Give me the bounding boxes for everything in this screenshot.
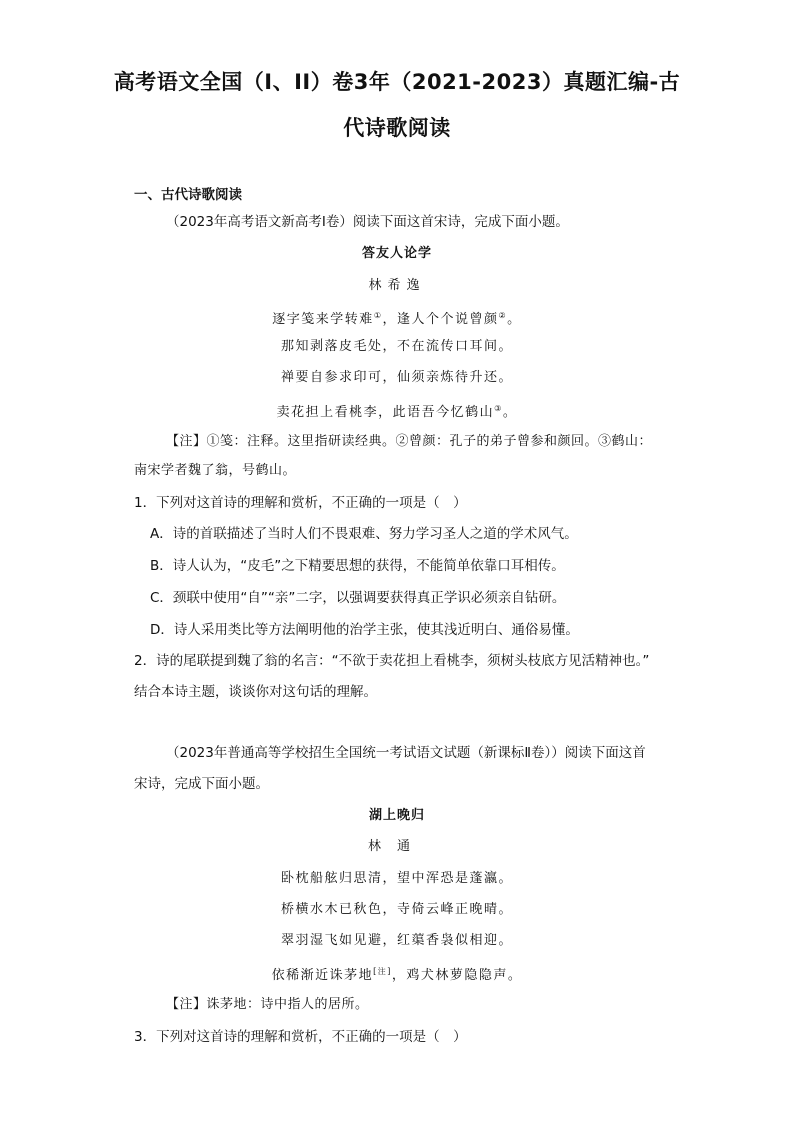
- question-1-option-a: A．诗的首联描述了当时人们不畏艰难、努力学习圣人之道的学术风气。: [150, 526, 578, 542]
- poem2-note: 【注】诛茅地：诗中指人的居所。: [166, 997, 369, 1012]
- question-3: 3．下列对这首诗的理解和赏析，不正确的一项是（ ）: [134, 1029, 467, 1045]
- verse-text: ，逢人个个说曾颜: [382, 312, 499, 327]
- question-1-option-d: D．诗人采用类比等方法阐明他的治学主张，使其浅近明白、通俗易懂。: [150, 622, 579, 638]
- passage1-intro: （2023年高考语文新高考Ⅰ卷）阅读下面这首宋诗，完成下面小题。: [166, 214, 569, 230]
- footnote-mark: ③: [494, 404, 503, 413]
- verse-text: 卖花担上看桃李，此语吾今忆鹤山: [276, 405, 495, 420]
- footnote-mark: [注]: [373, 967, 392, 976]
- poem2-title: 湖上晚归: [368, 808, 425, 823]
- poem1-verse-4: [0, 399, 794, 423]
- verse-end: 。: [502, 405, 518, 420]
- poem2-verse-3: 翠羽湿飞如见避，红蕖香袅似相迎。: [280, 933, 513, 948]
- poem2-author: 林通: [367, 839, 426, 854]
- question-1-option-b: B．诗人认为，“皮毛”之下精要思想的获得，不能简单依靠口耳相传。: [150, 558, 565, 574]
- section-heading: 一、古代诗歌阅读: [134, 187, 242, 203]
- poem1-author: 林希逸: [368, 278, 426, 293]
- passage2-intro-line2: 宋诗，完成下面小题。: [134, 776, 269, 792]
- footnote-mark: ②: [498, 311, 508, 320]
- document-title-line1: 高考语文全国（I、II）卷3年（2021-2023）真题汇编-古: [113, 70, 681, 94]
- footnote-mark: ①: [373, 311, 383, 320]
- question-2-line1: 2．诗的尾联提到魏了翁的名言：“不欲于卖花担上看桃李，须树头枝底方见活精神也。”: [134, 653, 650, 669]
- poem1-verse-2: 那知剥落皮毛处，不在流传口耳间。: [280, 339, 513, 354]
- question-2-line2: 结合本诗主题，谈谈你对这句话的理解。: [134, 684, 377, 700]
- poem2-verse-2: 桥横水木已秋色，寺倚云峰正晚晴。: [280, 902, 513, 917]
- poem2-verse-1: 卧枕船舷归思清，望中浑恐是蓬瀛。: [280, 871, 513, 886]
- verse-end: ，鸡犬林萝隐隐声。: [391, 968, 523, 983]
- poem1-verse-1: [0, 306, 794, 330]
- question-1-option-c: C．颈联中使用“自”“亲”二字，以强调要获得真正学识必须亲自钻研。: [150, 590, 566, 606]
- passage2-intro-line1: （2023年普通高等学校招生全国统一考试语文试题（新课标Ⅱ卷））阅读下面这首: [166, 745, 646, 761]
- poem2-verse-4: [0, 962, 794, 986]
- poem1-note-line2: 南宋学者魏了翁，号鹤山。: [134, 463, 297, 478]
- poem1-title: 答友人论学: [361, 246, 432, 261]
- poem1-verse-3: 禅要自参求印可，仙须亲炼待升还。: [280, 370, 513, 385]
- poem1-note-line1: 【注】①笺：注释。这里指研读经典。②曾颜：孔子的弟子曾参和颜回。③鹤山：: [166, 434, 653, 449]
- verse-text: 依稀渐近诛茅地: [271, 968, 374, 983]
- document-title-line2: 代诗歌阅读: [343, 116, 451, 140]
- question-1: 1．下列对这首诗的理解和赏析，不正确的一项是（ ）: [134, 495, 467, 511]
- verse-end: 。: [507, 312, 522, 327]
- verse-text: 逐字笺来学转难: [272, 312, 374, 327]
